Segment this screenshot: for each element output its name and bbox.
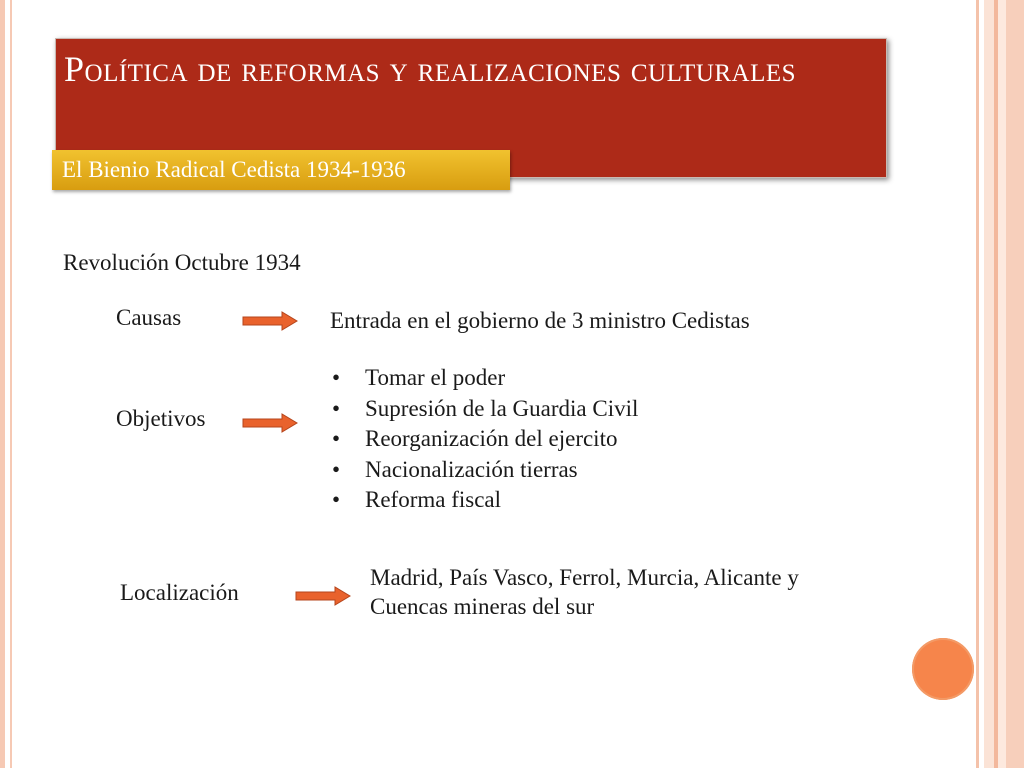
list-item: • Nacionalización tierras bbox=[332, 455, 638, 486]
bullet-icon: • bbox=[332, 395, 341, 421]
arrow-right-icon bbox=[242, 413, 298, 433]
bullet-icon: • bbox=[332, 365, 341, 390]
objetivos-label: Objetivos bbox=[116, 406, 206, 431]
bullet-icon: • bbox=[332, 456, 341, 482]
arrow-right-icon bbox=[295, 586, 351, 606]
right-border-band bbox=[984, 0, 994, 768]
right-border-stripe bbox=[1006, 0, 1024, 768]
causas-label: Causas bbox=[116, 305, 182, 330]
bullet-icon: • bbox=[332, 426, 341, 451]
slide-subtitle: El Bienio Radical Cedista 1934-1936 bbox=[52, 150, 510, 190]
list-item: • Supresión de la Guardia Civil bbox=[332, 394, 638, 425]
arrow-right-icon bbox=[242, 311, 298, 331]
left-border-line bbox=[10, 0, 12, 768]
left-border-stripe bbox=[0, 0, 5, 768]
causas-text: Entrada en el gobierno de 3 ministro Cedistas bbox=[330, 308, 750, 333]
localizacion-line-2: Cuencas mineras del sur bbox=[370, 594, 595, 619]
list-item: • Reorganización del ejercito bbox=[332, 424, 638, 455]
slide-title: Política de reformas y realizaciones culturales bbox=[64, 49, 797, 89]
localizacion-label: Localización bbox=[120, 580, 239, 605]
localizacion-line-1: Madrid, País Vasco, Ferrol, Murcia, Alicante y bbox=[370, 565, 799, 590]
section-heading: Revolución Octubre 1934 bbox=[63, 250, 301, 275]
right-border-band bbox=[998, 0, 1006, 768]
bullet-icon: • bbox=[332, 487, 341, 512]
list-item: • Reforma fiscal bbox=[332, 485, 638, 516]
list-item: • Tomar el poder bbox=[332, 363, 638, 394]
objetivos-list bbox=[332, 363, 638, 516]
right-border-line bbox=[976, 0, 979, 768]
decorative-circle bbox=[912, 638, 974, 700]
